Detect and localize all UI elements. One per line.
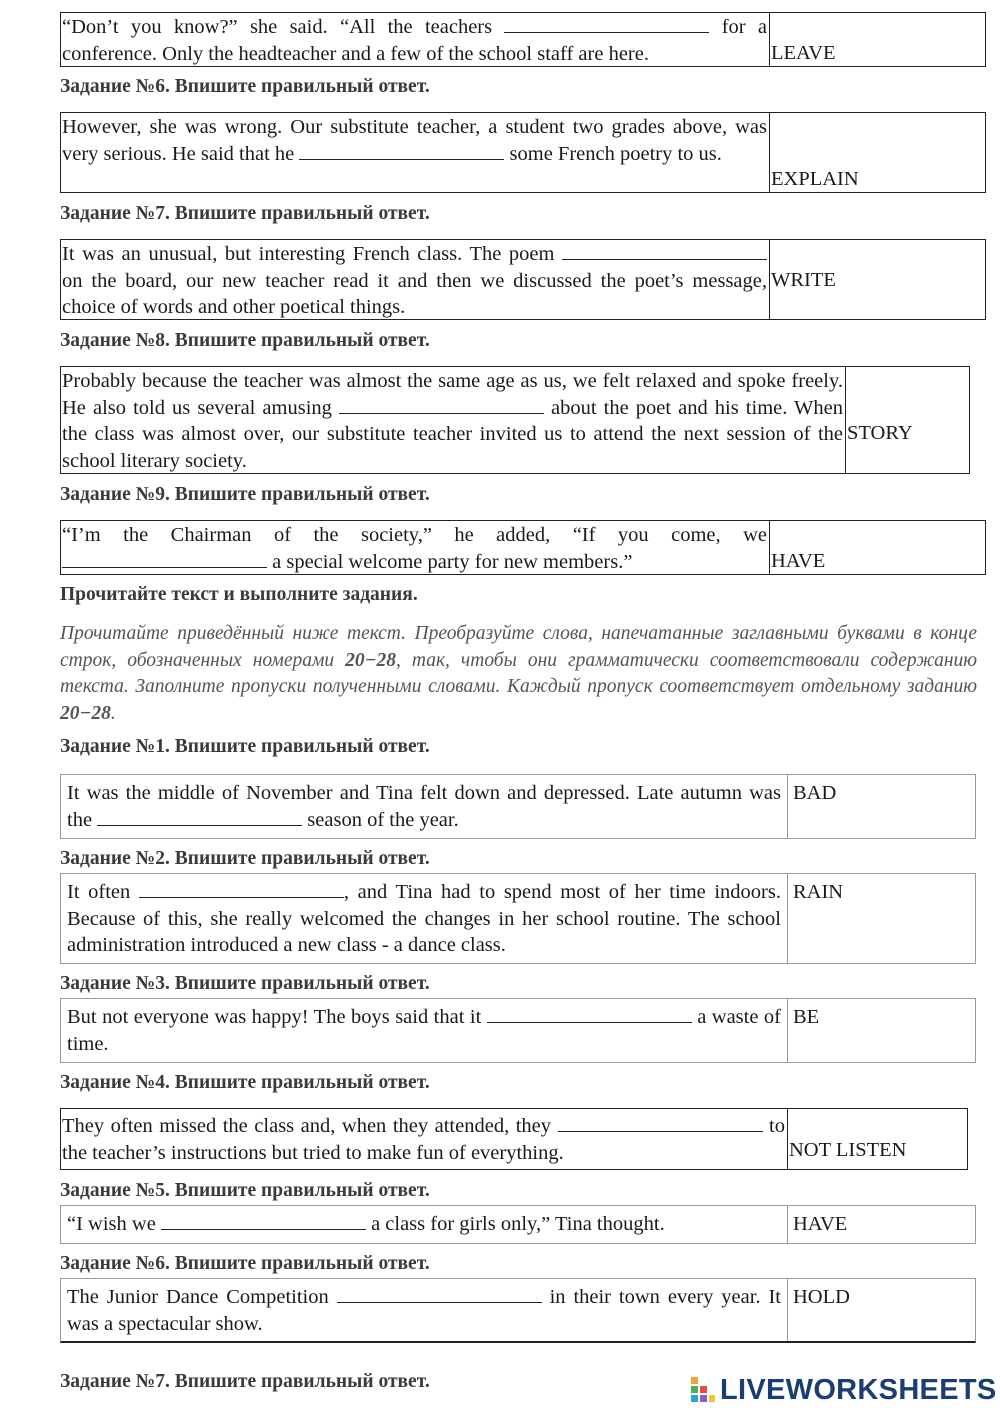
answer-blank[interactable] bbox=[562, 241, 767, 260]
task-text: However, she was wrong. Our substitute teacher, a student two grades above, was very serious. He said that he some French poetry to us. bbox=[62, 116, 767, 165]
task-box bbox=[60, 774, 976, 839]
task-text: Probably because the teacher was almost the same age as us, we felt relaxed and spoke freely. He also told us several amusing about the poet and his time. When the class was almost over, our substitute teacher invited us to attend the next session of the school literary society. bbox=[62, 370, 844, 472]
read-heading: Прочитайте текст и выполните задания. bbox=[60, 584, 418, 605]
task-text: It often , and Tina had to spend most of her time indoors. Because of this, she really welcomed the changes in her school routine. The school administration introduced a new class - a dance class. bbox=[67, 881, 781, 956]
base-word: EXPLAIN bbox=[769, 113, 985, 192]
answer-blank[interactable] bbox=[139, 879, 344, 898]
task-heading: Задание №8. Впишите правильный ответ. bbox=[60, 330, 430, 351]
base-word: HAVE bbox=[787, 1206, 975, 1243]
base-word: BE bbox=[787, 999, 975, 1062]
task-box bbox=[60, 239, 986, 320]
task-text: They often missed the class and, when they attended, they to the teacher’s instructions but tried to make fun of everything. bbox=[62, 1115, 785, 1164]
task-heading: Задание №4. Впишите правильный ответ. bbox=[60, 1072, 430, 1093]
task-heading: Задание №7. Впишите правильный ответ. bbox=[60, 203, 430, 224]
answer-blank[interactable] bbox=[339, 395, 544, 414]
task-text: It was the middle of November and Tina felt down and depressed. Late autumn was the season of the year. bbox=[67, 782, 781, 831]
task-text: The Junior Dance Competition in their town every year. It was a spectacular show. bbox=[67, 1286, 781, 1335]
task-text: “Don’t you know?” she said. “All the teachers for a conference. Only the headteacher and a few of the school staff are here. bbox=[62, 16, 767, 65]
task-text: It was an unusual, but interesting French class. The poem on the board, our new teacher read it and then we discussed the poet’s message, choice of words and other poetical things. bbox=[62, 243, 767, 318]
task-box bbox=[60, 366, 970, 474]
task-box bbox=[60, 998, 976, 1063]
task-box bbox=[60, 1278, 976, 1343]
task-heading: Задание №9. Впишите правильный ответ. bbox=[60, 484, 430, 505]
task-heading: Задание №2. Впишите правильный ответ. bbox=[60, 848, 430, 869]
task-box bbox=[60, 12, 986, 67]
task-box bbox=[60, 520, 986, 575]
base-word: WRITE bbox=[769, 240, 985, 319]
answer-blank[interactable] bbox=[487, 1004, 692, 1023]
task-heading: Задание №1. Впишите правильный ответ. bbox=[60, 736, 430, 757]
task-heading: Задание №6. Впишите правильный ответ. bbox=[60, 1253, 430, 1274]
task-box bbox=[60, 112, 986, 193]
task-heading: Задание №3. Впишите правильный ответ. bbox=[60, 973, 430, 994]
base-word: RAIN bbox=[787, 874, 975, 963]
task-text: “I’m the Chairman of the society,” he added, “If you come, we a special welcome party for new members.” bbox=[62, 524, 767, 573]
logo-blocks-icon bbox=[690, 1375, 716, 1405]
base-word: BAD bbox=[787, 775, 975, 838]
task-box bbox=[60, 1108, 968, 1170]
answer-blank[interactable] bbox=[62, 549, 267, 568]
answer-blank[interactable] bbox=[504, 14, 709, 33]
answer-blank[interactable] bbox=[558, 1113, 763, 1132]
base-word: NOT LISTEN bbox=[787, 1109, 967, 1169]
task-text: But not everyone was happy! The boys said that it a waste of time. bbox=[67, 1006, 781, 1055]
task-heading: Задание №7. Впишите правильный ответ. bbox=[60, 1371, 430, 1392]
logo-text: LIVEWORKSHEETS bbox=[720, 1373, 997, 1406]
task-heading: Задание №6. Впишите правильный ответ. bbox=[60, 76, 430, 97]
base-word: STORY bbox=[845, 367, 969, 473]
base-word: HAVE bbox=[769, 521, 985, 574]
task-box bbox=[60, 873, 976, 964]
answer-blank[interactable] bbox=[161, 1211, 366, 1230]
answer-blank[interactable] bbox=[97, 807, 302, 826]
task-text: “I wish we a class for girls only,” Tina thought. bbox=[67, 1213, 665, 1235]
liveworksheets-logo bbox=[690, 1372, 997, 1408]
task-heading: Задание №5. Впишите правильный ответ. bbox=[60, 1180, 430, 1201]
task-box bbox=[60, 1205, 976, 1244]
answer-blank[interactable] bbox=[299, 141, 504, 160]
answer-blank[interactable] bbox=[337, 1284, 542, 1303]
instructions: Прочитайте приведённый ниже текст. Преобразуйте слова, напечатанные заглавными буквами в конце строк, обозначенных номерами 20−28, так, чтобы они грамматически соответствовали содержанию текста. Заполните пропуски полученными словами. Каждый пропуск соответствует отдельному заданию 20−28. bbox=[60, 623, 977, 724]
base-word: HOLD bbox=[787, 1279, 975, 1341]
base-word: LEAVE bbox=[769, 13, 985, 66]
